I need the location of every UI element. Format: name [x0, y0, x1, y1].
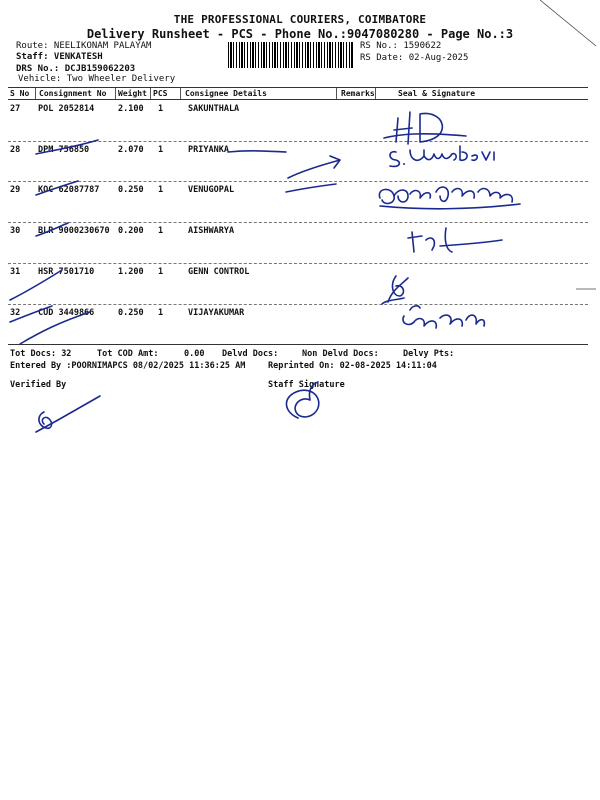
- row-weight: 0.250: [118, 185, 144, 195]
- tick-mark: [36, 140, 98, 154]
- reprinted-on: Reprinted On: 02-08-2025 14:11:04: [268, 361, 437, 371]
- row-sno: 30: [10, 226, 21, 236]
- row-weight: 1.200: [118, 267, 144, 277]
- signature-staff: [286, 382, 318, 418]
- row-weight: 2.100: [118, 104, 144, 114]
- route-label: Route: NEELIKONAM PALAYAM: [16, 41, 152, 51]
- row-weight: 2.070: [118, 145, 144, 155]
- row-consignee: SAKUNTHALA: [188, 104, 240, 114]
- tick-mark: [36, 181, 78, 195]
- row-pcs: 1: [158, 145, 164, 155]
- row-consignment: BLR 9000230670: [38, 226, 110, 236]
- col-header-seal-signature: Seal & Signature: [398, 89, 476, 98]
- row-pcs: 1: [158, 185, 164, 195]
- row-sno: 27: [10, 104, 21, 114]
- tick-mark: [10, 306, 52, 322]
- verified-by-label: Verified By: [10, 380, 67, 390]
- vehicle-label: Vehicle: Two Wheeler Delivery: [18, 74, 176, 84]
- tot-cod-label: Tot COD Amt:: [97, 349, 159, 359]
- row-pcs: 1: [158, 308, 164, 318]
- staff-label: Staff: VENKATESH: [16, 52, 103, 62]
- signature-row-30: [408, 228, 502, 252]
- page-fold-line: [540, 0, 596, 46]
- tick-mark: [36, 223, 68, 236]
- drs-number: DRS No.: DCJB159062203: [16, 64, 136, 74]
- row-weight: 0.200: [118, 226, 144, 236]
- tot-docs-label: Tot Docs:: [10, 349, 57, 359]
- row-consignee: AISHWARYA: [188, 226, 235, 236]
- row-sno: 32: [10, 308, 21, 318]
- col-header-sno: S No: [10, 89, 30, 98]
- arrow-mark: [288, 156, 340, 178]
- entered-by: Entered By :POORNIMAPCS 08/02/2025 11:36:25 AM: [10, 361, 246, 371]
- signature-umadevi: [390, 146, 494, 166]
- row-consignee: VENUGOPAL: [188, 185, 235, 195]
- delvd-docs-label: Delvd Docs:: [222, 349, 279, 359]
- tick-mark: [20, 312, 90, 344]
- signature-row-29: [379, 187, 520, 209]
- rs-number: RS No.: 1590622: [360, 41, 442, 51]
- staff-signature-label: Staff Signature: [268, 380, 345, 390]
- tot-docs-value: 32: [61, 349, 72, 359]
- row-sno: 28: [10, 145, 21, 155]
- row-consignment: POL 2052814: [38, 104, 95, 114]
- col-header-pcs: PCS: [153, 89, 168, 98]
- signature-row-31: [382, 276, 596, 304]
- row-sno: 29: [10, 185, 21, 195]
- non-delvd-docs-label: Non Delvd Docs:: [302, 349, 379, 359]
- tick-mark: [10, 270, 62, 300]
- tot-cod-value: 0.00: [184, 349, 205, 359]
- row-consignee: GENN CONTROL: [188, 267, 250, 277]
- row-pcs: 1: [158, 104, 164, 114]
- row-consignment: DPM 756850: [38, 145, 90, 155]
- col-header-consignment: Consignment No: [39, 89, 107, 98]
- row-pcs: 1: [158, 267, 164, 277]
- col-header-consignee: Consignee Details: [185, 89, 267, 98]
- strike-line: [286, 184, 336, 192]
- strike-line: [228, 151, 286, 152]
- row-consignment: KOC 62087787: [38, 185, 100, 195]
- signature-row-32: [403, 306, 484, 328]
- row-consignee: PRIYANKA: [188, 145, 229, 155]
- runsheet-subtitle: Delivery Runsheet - PCS - Phone No.:9047080280 - Page No.:3: [86, 27, 514, 41]
- row-sno: 31: [10, 267, 21, 277]
- signature-hd: [384, 112, 466, 144]
- row-pcs: 1: [158, 226, 164, 236]
- col-header-remarks: Remarks: [341, 89, 375, 98]
- row-consignee: VIJAYAKUMAR: [188, 308, 245, 318]
- row-consignment: HSR 7501710: [38, 267, 95, 277]
- rs-date: RS Date: 02-Aug-2025: [360, 53, 469, 63]
- company-title: THE PROFESSIONAL COURIERS, COIMBATORE: [173, 13, 427, 26]
- delvy-pts-label: Delvy Pts:: [403, 349, 455, 359]
- row-consignment: CUD 3449866: [38, 308, 95, 318]
- signature-verified-by: [36, 396, 100, 432]
- row-weight: 0.250: [118, 308, 144, 318]
- col-header-weight: Weight: [118, 89, 147, 98]
